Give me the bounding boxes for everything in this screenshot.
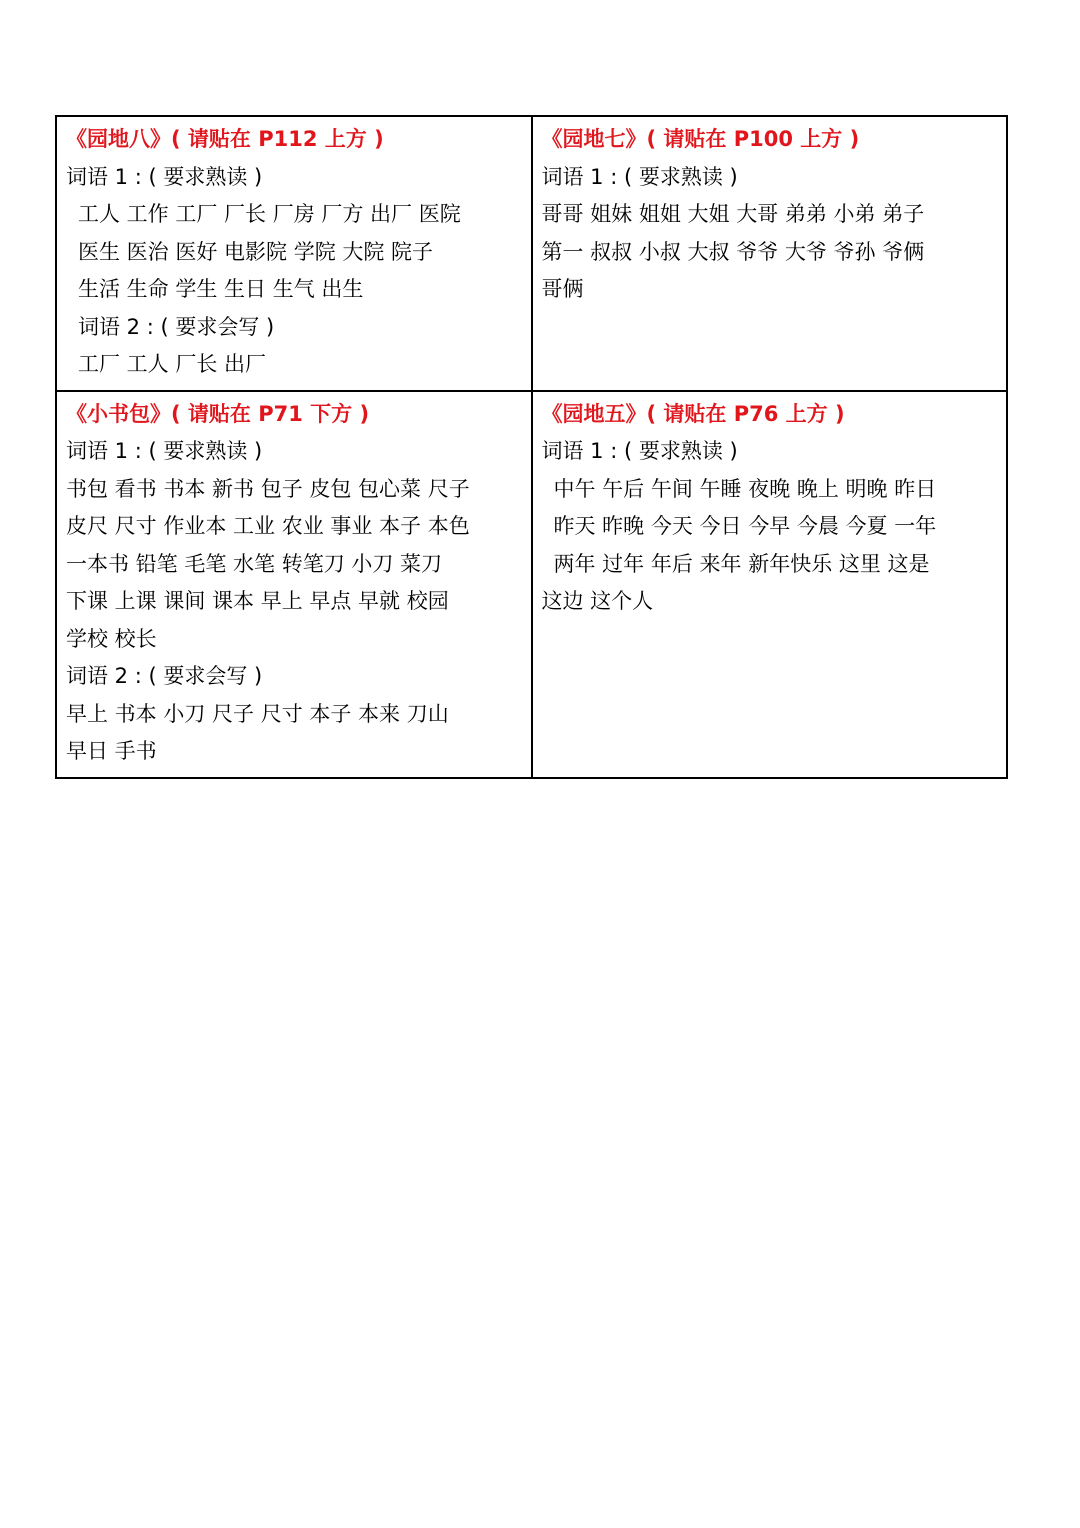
cell-yuandi-7	[532, 116, 1008, 391]
word-line: 哥俩	[541, 277, 584, 301]
word-line: 下课 上课 课间 课本 早上 早点 早就 校园	[66, 589, 449, 613]
cell-title: 《园地八》( 请贴在 P112 上方 )	[66, 127, 384, 151]
cell-title: 《园地五》( 请贴在 P76 上方 )	[541, 401, 845, 426]
section-label: 词语 2 : ( 要求会写 )	[78, 314, 275, 339]
cell-xiaoshubao	[56, 391, 532, 778]
word-line: 这边 这个人	[541, 589, 654, 613]
word-line: 一本书 铅笔 毛笔 水笔 转笔刀 小刀 菜刀	[66, 551, 443, 576]
word-line: 生活 生命 学生 生日 生气 出生	[78, 277, 364, 301]
word-line: 第一 叔叔 小叔 大叔 爷爷 大爷 爷孙 爷俩	[541, 239, 925, 264]
vocabulary-table	[55, 115, 1008, 779]
word-line: 中午 午后 午间 午睡 夜晚 晚上 明晚 昨日	[553, 476, 937, 501]
section-label: 词语 1 : ( 要求熟读 )	[541, 439, 738, 463]
word-line: 学校 校长	[66, 626, 157, 651]
word-line: 皮尺 尺寸 作业本 工业 农业 事业 本子 本色	[66, 514, 470, 538]
cell-title: 《园地七》( 请贴在 P100 上方 )	[541, 127, 860, 151]
section-label: 词语 1 : ( 要求熟读 )	[66, 164, 263, 189]
cell-title: 《小书包》( 请贴在 P71 下方 )	[66, 401, 370, 426]
word-line: 早日 手书	[66, 739, 157, 763]
section-label: 词语 1 : ( 要求熟读 )	[66, 439, 263, 463]
cell-yuandi-5	[532, 391, 1008, 778]
word-line: 工人 工作 工厂 厂长 厂房 厂方 出厂 医院	[78, 202, 461, 226]
word-line: 书包 看书 书本 新书 包子 皮包 包心菜 尺子	[66, 476, 470, 501]
word-line: 哥哥 姐妹 姐姐 大姐 大哥 弟弟 小弟 弟子	[541, 202, 925, 226]
section-label: 词语 1 : ( 要求熟读 )	[541, 164, 738, 189]
table-row	[56, 391, 1007, 778]
section-label: 词语 2 : ( 要求会写 )	[66, 664, 263, 688]
word-line: 早上 书本 小刀 尺子 尺寸 本子 本来 刀山	[66, 701, 449, 726]
word-line: 工厂 工人 厂长 出厂	[78, 352, 267, 376]
word-line: 昨天 昨晚 今天 今日 今早 今晨 今夏 一年	[553, 514, 937, 538]
word-line: 医生 医治 医好 电影院 学院 大院 院子	[78, 239, 434, 264]
word-line: 两年 过年 年后 来年 新年快乐 这里 这是	[553, 551, 930, 576]
table-row	[56, 116, 1007, 391]
cell-yuandi-8	[56, 116, 532, 391]
